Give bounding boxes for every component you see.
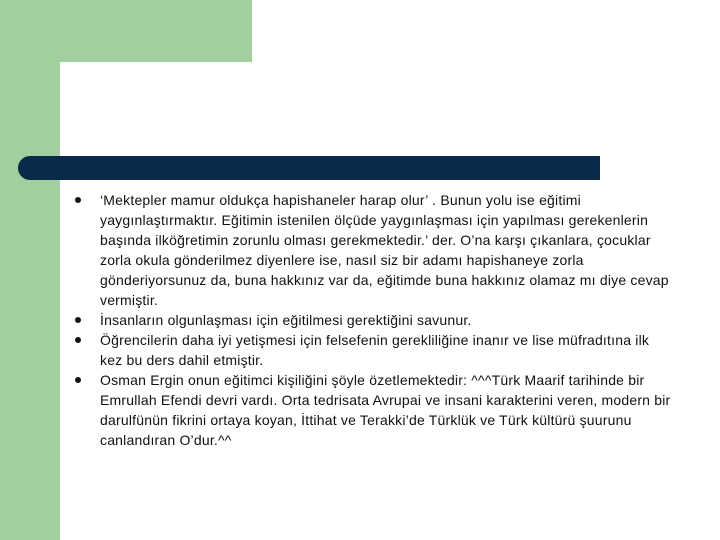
bullet-text: ‘Mektepler mamur oldukça hapishaneler harap olur’ . Bunun yolu ise eğitimi yaygınlaştırmaktır. Eğitimin istenilen ölçüde yaygınlaşması için yapılması gerekenlerin başında ilköğretimin zorunlu olması gerekmektedir.’ der. O’na karşı çıkanlara, çocuklar zorla okula gönderilmez diyenlere ise, nasıl siz bir adamı hapishaneye zorla gönderiyorsunuz da, buna hakkınız var da, eğitimde buna hakkınız olamaz mı diye cevap vermiştir.: [100, 192, 669, 308]
bullet-dot-icon: [75, 197, 81, 203]
title-bar: [18, 156, 600, 180]
bullet-text: Osman Ergin onun eğitimci kişiliğini şöyle özetlemektedir: ^^^Türk Maarif tarihinde bir Emrullah Efendi devri vardı. Orta tedrisata Avrupai ve insani karakterini veren, modern bir darulfünün fikrini ortaya koyan, İttihat ve Terakki’de Türklük ve Türk kültürü şuurunu canlandıran O’dur.^^: [100, 372, 671, 448]
bullet-text: Öğrencilerin daha iyi yetişmesi için felsefenin gerekliliğine inanır ve lise müfradıtına ilk kez bu ders dahil etmiştir.: [100, 332, 650, 368]
bullet-dot-icon: [75, 377, 81, 383]
bullet-text: İnsanların olgunlaşması için eğitilmesi gerektiğini savunur.: [100, 312, 472, 328]
bullet-dot-icon: [75, 337, 81, 343]
bullet-list: [72, 190, 672, 450]
bullet-item-3: [72, 330, 672, 370]
bullet-item-4: [72, 370, 672, 450]
bullet-item-2: [72, 310, 672, 330]
bullet-dot-icon: [75, 317, 81, 323]
bullet-item-1: [72, 190, 672, 310]
decorative-green-sidebar: [0, 0, 60, 540]
